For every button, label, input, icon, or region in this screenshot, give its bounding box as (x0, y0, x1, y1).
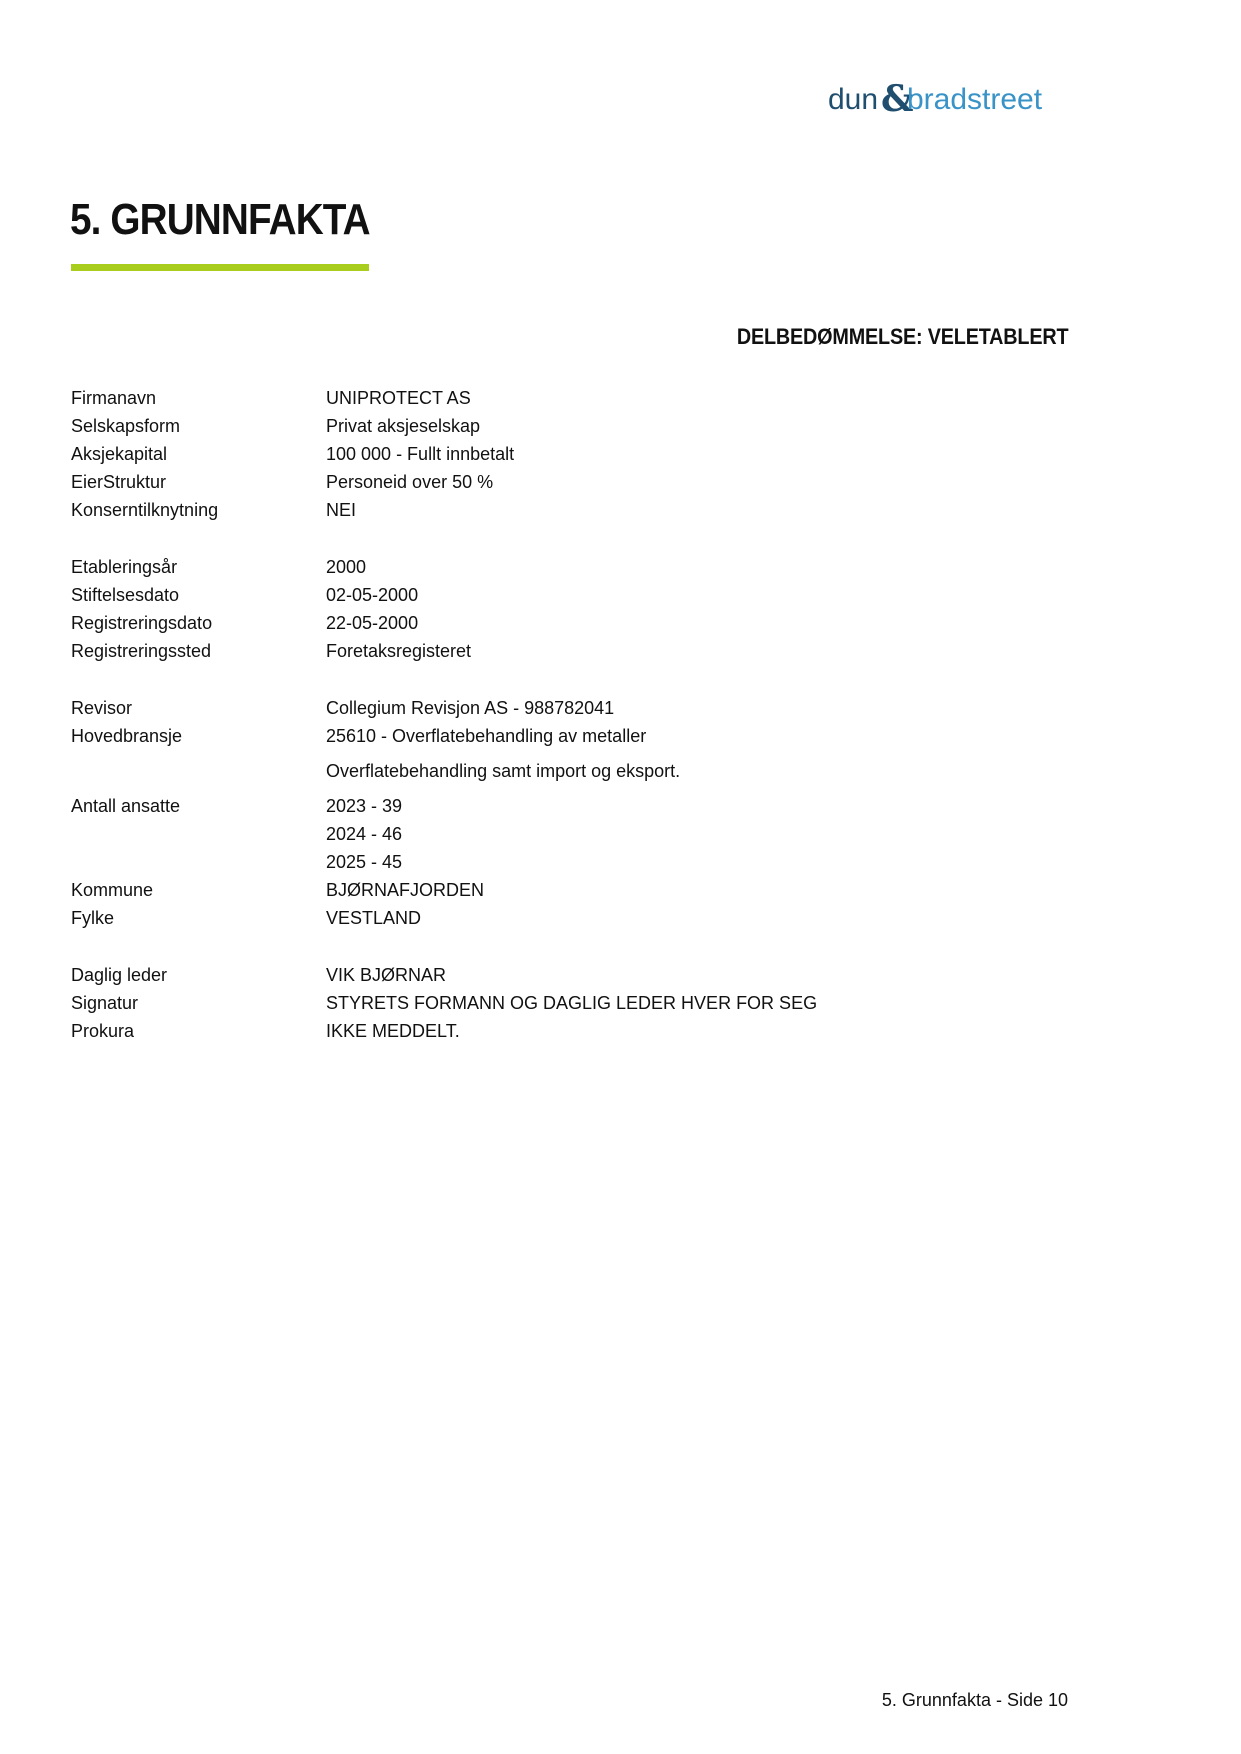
fact-value: 2000 (326, 557, 367, 577)
fact-row-etableringsar (71, 553, 1071, 581)
fact-label: Prokura (71, 1021, 135, 1041)
page-footer: 5. Grunnfakta - Side 10 (881, 1690, 1068, 1710)
page-title: 5. GRUNNFAKTA (70, 195, 370, 244)
fact-row-konserntilknytning (71, 496, 1071, 524)
fact-value: Collegium Revisjon AS - 988782041 (326, 698, 615, 718)
fact-value: Privat aksjeselskap (326, 416, 481, 436)
fact-value: VIK BJØRNAR (326, 965, 447, 985)
logo-ampersand: & (881, 78, 914, 120)
fact-label: Aksjekapital (71, 444, 168, 464)
rating-heading: DELBEDØMMELSE: VELETABLERT (736, 324, 1068, 349)
facts-table (71, 384, 1071, 1045)
fact-label: Hovedbransje (71, 726, 183, 746)
fact-value: NEI (326, 500, 357, 520)
fact-label: Etableringsår (71, 557, 178, 577)
fact-value: IKKE MEDDELT. (326, 1021, 460, 1041)
fact-row-kommune (71, 876, 1071, 904)
fact-row-daglig-leder (71, 961, 1071, 989)
logo-text-bradstreet: bradstreet (907, 83, 1043, 116)
fact-row-hovedbransje-description (71, 757, 1071, 785)
fact-row-prokura (71, 1017, 1071, 1045)
fact-label: Konserntilknytning (71, 500, 219, 520)
fact-label-empty (71, 820, 326, 848)
fact-row-fylke (71, 904, 1071, 932)
fact-value: 25610 - Overflatebehandling av metaller (326, 726, 647, 746)
logo-text-dun: dun (828, 83, 879, 116)
fact-label: Antall ansatte (71, 796, 181, 816)
fact-label: Daglig leder (71, 965, 168, 985)
fact-row-registreringssted (71, 637, 1071, 665)
fact-row-antall-ansatte-2 (71, 820, 1071, 848)
fact-label: Signatur (71, 993, 139, 1013)
fact-label: Registreringssted (71, 641, 212, 661)
fact-label: Revisor (71, 698, 133, 718)
fact-value: STYRETS FORMANN OG DAGLIG LEDER HVER FOR SEG (326, 993, 818, 1013)
fact-row-antall-ansatte (71, 792, 1071, 820)
dun-bradstreet-logo (828, 76, 1068, 122)
fact-label: Stiftelsesdato (71, 585, 180, 605)
fact-value: UNIPROTECT AS (326, 388, 471, 408)
fact-row-eierstruktur (71, 468, 1071, 496)
fact-row-hovedbransje (71, 722, 1071, 750)
fact-value: 100 000 - Fullt innbetalt (326, 444, 515, 464)
fact-row-selskapsform (71, 412, 1071, 440)
fact-row-registreringsdato (71, 609, 1071, 637)
section-spacer (71, 932, 1071, 961)
fact-value: Personeid over 50 % (326, 472, 494, 492)
fact-value: Foretaksregisteret (326, 641, 472, 661)
fact-label: Registreringsdato (71, 613, 213, 633)
fact-row-stiftelsesdato (71, 581, 1071, 609)
fact-label: Fylke (71, 908, 115, 928)
line-spacer (71, 750, 1071, 757)
fact-label: Kommune (71, 880, 154, 900)
fact-value: 2025 - 45 (326, 852, 403, 872)
fact-value: 2024 - 46 (326, 824, 403, 844)
section-spacer (71, 665, 1071, 694)
section-spacer (71, 524, 1071, 553)
fact-label-empty (71, 757, 326, 785)
fact-value: 22-05-2000 (326, 613, 419, 633)
fact-value: VESTLAND (326, 908, 422, 928)
fact-value: Overflatebehandling samt import og eksport. (326, 761, 681, 781)
title-underline (71, 264, 369, 271)
fact-row-antall-ansatte-3 (71, 848, 1071, 876)
fact-label: Firmanavn (71, 388, 157, 408)
fact-row-firmanavn (71, 384, 1071, 412)
fact-value: 02-05-2000 (326, 585, 419, 605)
fact-row-signatur (71, 989, 1071, 1017)
fact-value: 2023 - 39 (326, 796, 403, 816)
fact-label: Selskapsform (71, 416, 181, 436)
fact-row-revisor (71, 694, 1071, 722)
line-spacer (71, 785, 1071, 792)
fact-value: BJØRNAFJORDEN (326, 880, 485, 900)
fact-label-empty (71, 848, 326, 876)
fact-label: EierStruktur (71, 472, 167, 492)
fact-row-aksjekapital (71, 440, 1071, 468)
